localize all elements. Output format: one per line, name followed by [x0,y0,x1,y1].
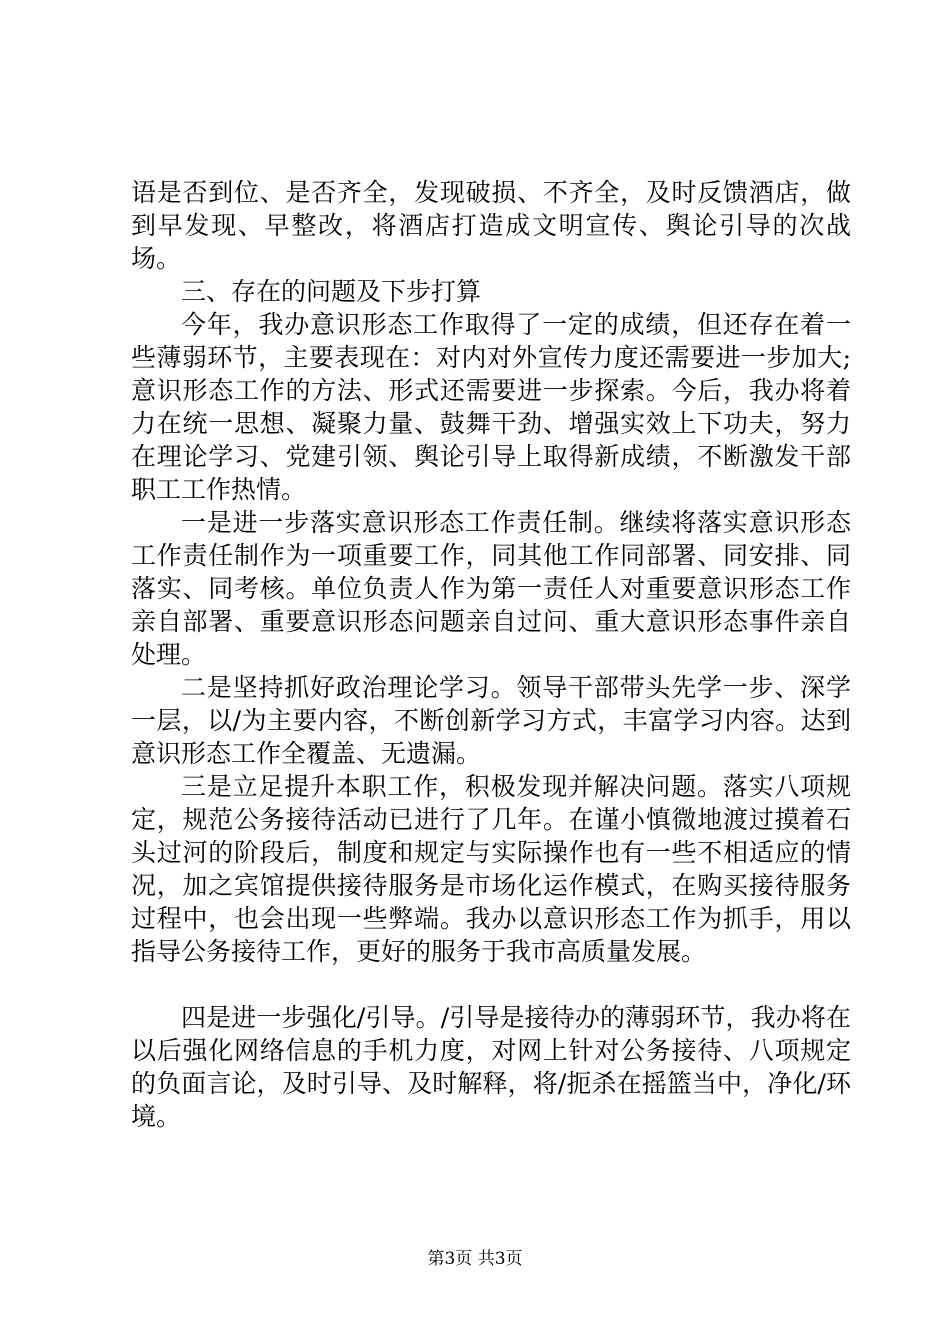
paragraph: 四是进一步强化/引导。/引导是接待办的薄弱环节，我办将在以后强化网络信息的手机力度，对网上针对公务接待、八项规定的负面言论，及时引导、及时解释，将/扼杀在摇篮当中，净化/环境。 [131,1003,851,1131]
document-body [131,176,851,1133]
paragraph-continuation: 语是否到位、是否齐全，发现破损、不齐全，及时反馈酒店，做到早发现、早整改，将酒店打造成文明宣传、舆论引导的次战场。 [131,178,851,273]
page-number-footer: 第3页 共3页 [427,1249,523,1269]
paragraph: 二是坚持抓好政治理论学习。领导干部带头先学一步、深学一层，以/为主要内容，不断创新学习方式，丰富学习内容。达到意识形态工作全覆盖、无遗漏。 [131,673,851,768]
paragraph: 今年，我办意识形态工作取得了一定的成绩，但还存在着一些薄弱环节，主要表现在：对内对外宣传力度还需要进一步加大;意识形态工作的方法、形式还需要进一步探索。今后，我办将着力在统一思想、凝聚力量、鼓舞干劲、增强实效上下功夫，努力在理论学习、党建引领、舆论引导上取得新成绩，不断激发干部职工工作热情。 [131,310,851,504]
paragraph: 一是进一步落实意识形态工作责任制。继续将落实意识形态工作责任制作为一项重要工作，同其他工作同部署、同安排、同落实、同考核。单位负责人作为第一责任人对重要意识形态工作亲自部署、重要意识形态问题亲自过问、重大意识形态事件亲自处理。 [131,508,851,669]
section-heading: 三、存在的问题及下步打算 [181,277,482,306]
paragraph: 三是立足提升本职工作，积极发现并解决问题。落实八项规定，规范公务接待活动已进行了几年。在谨小慎微地渡过摸着石头过河的阶段后，制度和规定与实际操作也有一些不相适应的情况，加之宾馆提供接待服务是市场化运作模式，在购买接待服务过程中，也会出现一些弊端。我办以意识形态工作为抓手，用以指导公务接待工作，更好的服务于我市高质量发展。 [131,772,851,966]
